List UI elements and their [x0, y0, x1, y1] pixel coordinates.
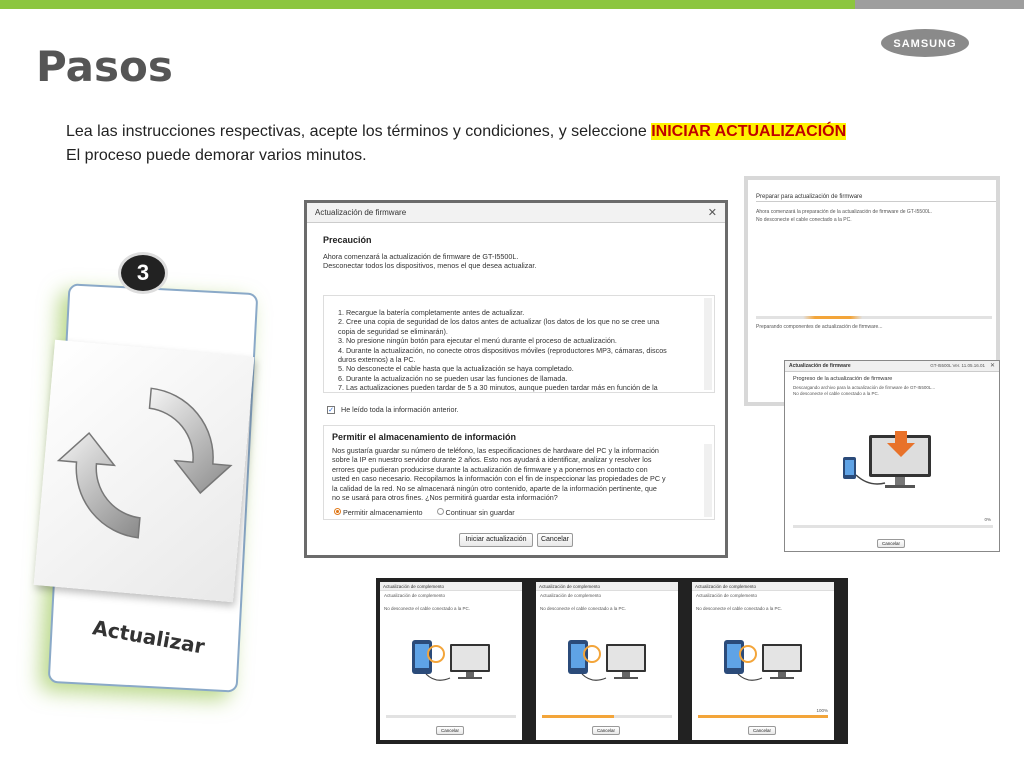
- update-panel-cancel-button[interactable]: Cancelar: [592, 726, 620, 735]
- card-image: [34, 340, 255, 602]
- read-checkbox[interactable]: ✓: [328, 407, 334, 414]
- intro-text: [66, 120, 846, 168]
- update-panel-progress-fill: [698, 715, 828, 718]
- intro-prefix: Lea las instrucciones respectivas, acepte los términos y condiciones, y seleccione: [66, 123, 652, 140]
- step-card: [30, 250, 270, 700]
- update-panel-title: Actualización de complemento: [536, 582, 678, 591]
- instruction-item: 7. Las actualizaciones pueden tardar de 5 a 30 minutos, aunque pueden tardar más en función de la: [338, 383, 658, 393]
- progress-title: Actualización de firmware: [789, 363, 851, 369]
- prepare-divider: [756, 201, 996, 202]
- prepare-title: Preparar para actualización de firmware: [756, 194, 863, 200]
- update-panel-progress: [698, 715, 828, 718]
- update-panel-note: No desconecte el cable conectado a la PC.: [696, 606, 783, 611]
- step-number-badge: 3: [118, 252, 168, 294]
- close-icon[interactable]: ✕: [989, 363, 995, 369]
- update-panel-note: No desconecte el cable conectado a la PC.: [384, 606, 471, 611]
- update-panel: [380, 582, 522, 740]
- firmware-dialog: [304, 200, 728, 558]
- dialog-subtitle: [323, 252, 713, 271]
- intro-line-2: El proceso puede demorar varios minutos.: [66, 147, 367, 164]
- update-panel-title: Actualización de complemento: [692, 582, 834, 591]
- update-panel-progress-fill: [542, 715, 614, 718]
- update-panel-progress: [542, 715, 672, 718]
- start-update-button[interactable]: Iniciar actualización: [459, 533, 533, 547]
- samsung-logo: [880, 27, 970, 59]
- progress-bar: [793, 525, 993, 528]
- instructions-list: [324, 296, 714, 393]
- instructions-box: [323, 295, 715, 393]
- progress-percent: 0%: [984, 517, 991, 522]
- top-grey-bar: [855, 0, 1024, 9]
- page-title: Pasos: [36, 42, 173, 91]
- storage-box: [323, 425, 715, 520]
- prepare-line-1: Ahora comenzará la preparación de la actualización de firmware de GT-I5500L.: [756, 209, 932, 215]
- read-checkbox-row[interactable]: [327, 405, 458, 414]
- update-panel-note: No desconecte el cable conectado a la PC.: [540, 606, 627, 611]
- read-checkbox-label: He leído toda la información anterior.: [341, 405, 459, 414]
- phone-to-pc-icon: [839, 427, 949, 497]
- radio-allow-label: Permitir almacenamiento: [343, 508, 423, 517]
- update-panel-heading: Actualización de complemento: [696, 593, 758, 598]
- storage-text-line: no se usará para otros fines. ¿Nos permitirá guardar esta información?: [332, 493, 558, 503]
- update-panel-heading: Actualización de complemento: [384, 593, 446, 598]
- prepare-status: Preparando componentes de actualización de firmware...: [756, 324, 883, 330]
- storage-radios: [334, 508, 515, 517]
- instruction-item: duros externos) a la PC.: [338, 355, 416, 365]
- update-panel-percent: 100%: [816, 708, 828, 713]
- samsung-logo-text: SAMSUNG: [893, 38, 957, 50]
- refresh-icon: [34, 340, 255, 602]
- storage-text-line: la calidad de la red. No se almacenará ningún otro contenido, aparte de la información pertinente, que: [332, 483, 657, 493]
- instruction-item: copia de seguridad se eliminarán).: [338, 326, 448, 336]
- instruction-item: 2. Cree una copia de seguridad de los datos antes de actualizar (los datos de los que no se cree una: [338, 317, 660, 327]
- instruction-item: 6. Durante la actualización no se pueden usar las funciones de llamada.: [338, 373, 568, 383]
- phone-to-pc-icon: [718, 634, 808, 688]
- update-panel: [692, 582, 834, 740]
- progress-text: [793, 385, 935, 397]
- progress-version: GT-I5500L Ver. 11.05.16.01: [930, 363, 985, 368]
- intro-line-1: [66, 120, 846, 144]
- storage-text-line: Nos gustaría guardar su número de teléfono, las especificaciones de hardware del PC y la información: [332, 446, 659, 455]
- dialog-title: Actualización de firmware: [315, 208, 407, 217]
- subtitle-line-1: Ahora comenzará la actualización de firmware de GT-I5500L.: [323, 252, 519, 261]
- phone-to-pc-icon: [406, 634, 496, 688]
- update-panel-title: Actualización de complemento: [380, 582, 522, 591]
- storage-text-line: sobre la IP en nuestro servidor durante 2 años. Esto nos ayudará a identificar, analizar y resolver los: [332, 455, 652, 465]
- phone-to-pc-icon: [562, 634, 652, 688]
- update-panel-heading: Actualización de complemento: [540, 593, 602, 598]
- dialog-heading: Precaución: [323, 235, 372, 245]
- update-panel-cancel-button[interactable]: Cancelar: [748, 726, 776, 735]
- prepare-progress-bar: [756, 316, 992, 319]
- radio-allow[interactable]: [334, 508, 341, 515]
- progress-line-1: Descargando archivo para la actualización de firmware de GT-I5500L...: [793, 385, 936, 390]
- progress-titlebar: [785, 361, 999, 372]
- intro-highlight: INICIAR ACTUALIZACIÓN: [651, 123, 847, 140]
- instruction-item: 1. Recargue la batería completamente antes de actualizar.: [338, 308, 525, 317]
- subtitle-line-2: Desconectar todos los dispositivos, menos el que desea actualizar.: [323, 261, 537, 271]
- progress-window: [784, 360, 1000, 552]
- close-icon[interactable]: ✕: [707, 207, 717, 219]
- prepare-text: [756, 208, 932, 224]
- storage-text-line: errores que pudieran producirse durante la actualización de firmware y a ponernos en contacto con: [332, 464, 648, 474]
- card-label: Actualizar: [90, 615, 207, 659]
- instruction-item: 4. Durante la actualización, no conecte otros dispositivos móviles (reproductores MP3, cámaras, discos: [338, 345, 667, 355]
- storage-text-line: usted en caso necesario. Recopilamos la información con el fin de inspeccionar las propiedades de PC y: [332, 474, 666, 484]
- storage-text: [332, 446, 702, 502]
- dialog-titlebar: [307, 203, 725, 223]
- radio-continue[interactable]: [437, 508, 444, 515]
- instruction-item: 3. No presione ningún botón para ejecutar el menú durante el proceso de actualización.: [338, 336, 617, 346]
- storage-heading: Permitir el almacenamiento de información: [332, 432, 517, 442]
- update-panel-progress: [386, 715, 516, 718]
- prepare-line-2: No desconecte el cable conectado a la PC.: [756, 217, 852, 223]
- update-panel: [536, 582, 678, 740]
- update-panel-cancel-button[interactable]: Cancelar: [436, 726, 464, 735]
- cancel-button[interactable]: Cancelar: [537, 533, 573, 547]
- top-accent-bar: [0, 0, 855, 9]
- prepare-progress-fill: [756, 316, 992, 319]
- progress-heading: Progreso de la actualización de firmware: [793, 376, 893, 382]
- progress-line-2: No desconecte el cable conectado a la PC.: [793, 391, 880, 396]
- update-steps-strip: [376, 578, 848, 744]
- storage-scrollbar[interactable]: [704, 444, 712, 517]
- radio-continue-label: Continuar sin guardar: [445, 508, 515, 517]
- instructions-scrollbar[interactable]: [704, 298, 712, 390]
- progress-cancel-button[interactable]: Cancelar: [877, 539, 905, 548]
- instruction-item: 5. No desconecte el cable hasta que la actualización se haya completado.: [338, 364, 574, 374]
